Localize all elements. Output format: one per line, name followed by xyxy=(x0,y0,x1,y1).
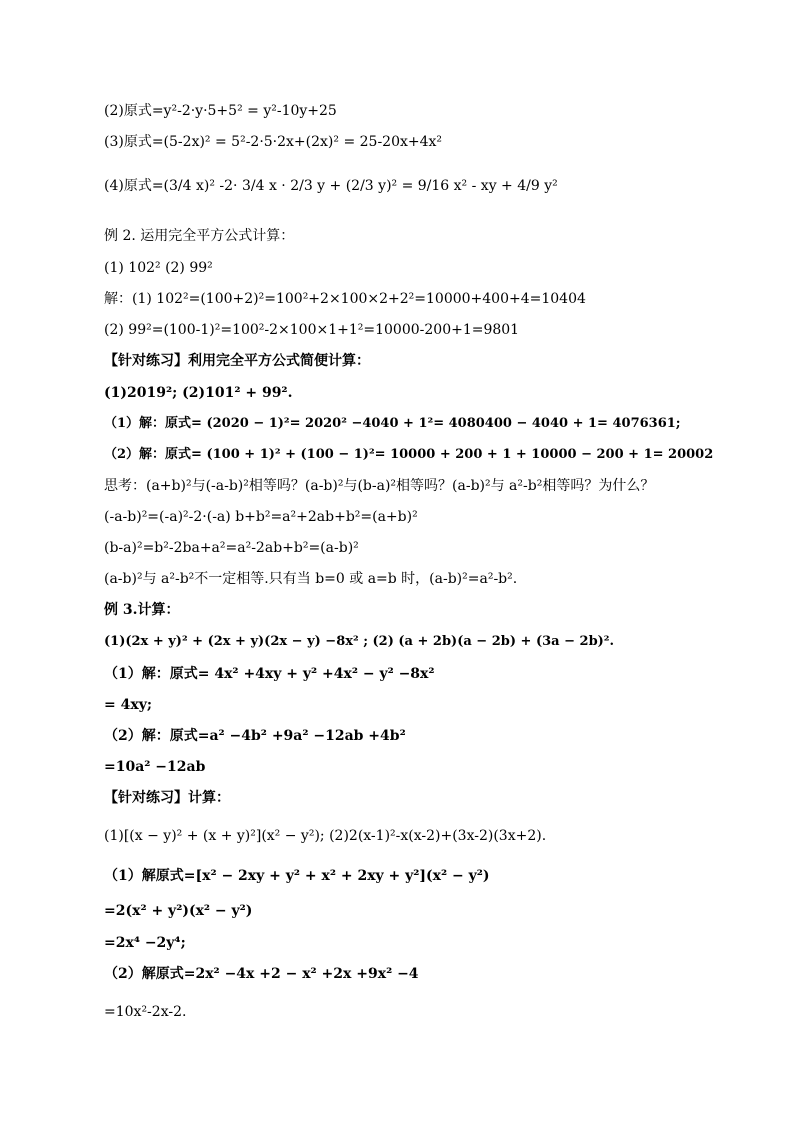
text-line: （2）解：原式=a² −4b² +9a² −12ab +4b² xyxy=(104,728,406,744)
text-line: （1）解原式=[x² − 2xy + y² + x² + 2xy + y²](x² − y²) xyxy=(104,868,490,884)
text-line: (1)[(x − y)² + (x + y)²](x² − y²); (2)2(x-1)²-x(x-2)+(3x-2)(3x+2). xyxy=(104,828,547,844)
text-line: (a-b)²与 a²-b²不一定相等.只有当 b=0 或 a=b 时，(a-b)²=a²-b². xyxy=(104,571,518,587)
text-line: =2x⁴ −2y⁴; xyxy=(104,935,186,951)
example-heading: 例 3.计算： xyxy=(104,602,180,618)
text-line: =10a² −12ab xyxy=(104,759,206,775)
practice-heading: 【针对练习】利用完全平方公式简便计算： xyxy=(104,353,370,369)
thinking-line: 思考：(a+b)²与(-a-b)²相等吗？(a-b)²与(b-a)²相等吗？(a-b)²与 a²-b²相等吗？为什么？ xyxy=(104,478,655,494)
text-line: = 4xy; xyxy=(104,697,152,713)
text-line: （1）解：原式= 4x² +4xy + y² +4x² − y² −8x² xyxy=(104,666,435,682)
text-line: (3)原式=(5-2x)² = 5²-2·5·2x+(2x)² = 25-20x+4x² xyxy=(104,134,443,150)
text-line: =10x²-2x-2. xyxy=(104,1004,187,1020)
text-line: （1）解：原式= (2020 − 1)²= 2020² −4040 + 1²= 4080400 − 4040 + 1= 4076361; xyxy=(104,416,681,431)
text-line: （2）解：原式= (100 + 1)² + (100 − 1)²= 10000 + 200 + 1 + 10000 − 200 + 1= 20002 xyxy=(104,447,714,462)
text-line: 解：(1) 102²=(100+2)²=100²+2×100×2+2²=10000+400+4=10404 xyxy=(104,291,586,307)
text-line: (4)原式=(3/4 x)² -2· 3/4 x · 2/3 y + (2/3 y)² = 9/16 x² - xy + 4/9 y² xyxy=(104,178,558,194)
text-line: (2) 99²=(100-1)²=100²-2×100×1+1²=10000-200+1=9801 xyxy=(104,322,520,338)
text-line: (b-a)²=b²-2ba+a²=a²-2ab+b²=(a-b)² xyxy=(104,540,359,556)
text-line: =2(x² + y²)(x² − y²) xyxy=(104,903,253,919)
text-line: （2）解原式=2x² −4x +2 − x² +2x +9x² −4 xyxy=(104,966,419,982)
text-line: (1) 102² (2) 99² xyxy=(104,260,213,276)
text-line: (-a-b)²=(-a)²-2·(-a) b+b²=a²+2ab+b²=(a+b)² xyxy=(104,509,418,525)
text-line: (1)(2x + y)² + (2x + y)(2x − y) −8x² ; (2) (a + 2b)(a − 2b) + (3a − 2b)². xyxy=(104,634,615,649)
example-heading: 例 2. 运用完全平方公式计算： xyxy=(104,228,295,244)
text-line: (1)2019²; (2)101² + 99². xyxy=(104,385,293,401)
text-line: (2)原式=y²-2·y·5+5² = y²-10y+25 xyxy=(104,103,337,119)
practice-heading: 【针对练习】计算： xyxy=(104,790,230,806)
